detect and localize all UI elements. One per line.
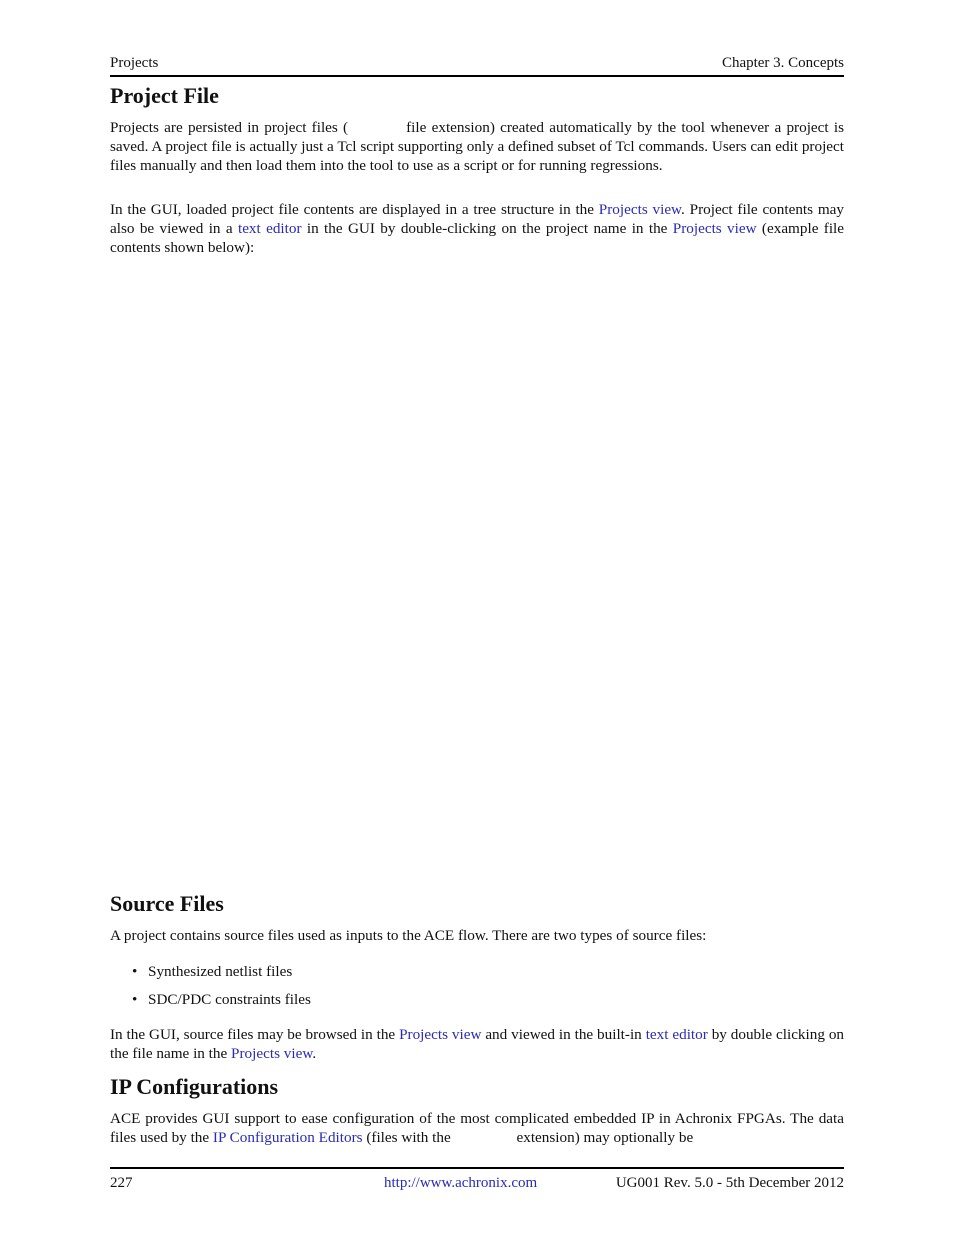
running-header xyxy=(110,55,844,77)
ip-configuration-editors-link[interactable]: IP Configuration Editors xyxy=(212,1129,363,1146)
source-files-paragraph: In the GUI, source files may be browsed in the Projects view and viewed in the built-in text editor by double clicking on the file name in the Projects view. xyxy=(110,1026,845,1062)
source-files-intro: A project contains source files used as inputs to the ACE flow. There are two types of source files: xyxy=(110,927,707,944)
projects-view-link[interactable]: Projects view xyxy=(598,201,682,218)
list-item: • SDC/PDC constraints files xyxy=(130,990,311,1018)
heading-source-files: Source Files xyxy=(110,891,224,916)
list-item: • Synthesized netlist files xyxy=(130,962,311,990)
header-chapter: Chapter 3. Concepts xyxy=(721,55,844,71)
text-editor-link[interactable]: text editor xyxy=(237,220,302,237)
running-footer xyxy=(110,1167,844,1191)
website-link[interactable]: http://www.achronix.com xyxy=(384,1175,538,1191)
project-file-paragraph-1: Projects are persisted in project files ( file extension) created automatically by the tool whenever a project is saved. A project file is actually just a Tcl script supporting only a defined subset of Tcl commands. Users can edit project files manually and then load them into the tool to use as a script or for running regressions. xyxy=(110,119,845,174)
ip-configurations-paragraph: ACE provides GUI support to ease configuration of the most complicated embedded IP in Achronix FPGAs. The data files used by the IP Configuration Editors (files with the extension) may optionally be xyxy=(110,1110,844,1146)
heading-ip-configurations: IP Configurations xyxy=(110,1074,279,1099)
text-editor-link[interactable]: text editor xyxy=(645,1026,708,1043)
projects-view-link[interactable]: Projects view xyxy=(231,1045,313,1062)
document-revision: UG001 Rev. 5.0 - 5th December 2012 xyxy=(615,1175,844,1191)
project-file-paragraph-2: In the GUI, loaded project file contents are displayed in a tree structure in the Projects view. Project file contents may also be viewed in a text editor in the GUI by double-clicking on the project name in the Projects view (example file contents shown below): xyxy=(110,201,845,256)
header-section: Projects xyxy=(110,55,159,71)
projects-view-link[interactable]: Projects view xyxy=(399,1026,482,1043)
page-number: 227 xyxy=(110,1175,133,1191)
source-file-types-list xyxy=(130,962,311,1018)
heading-project-file: Project File xyxy=(110,83,219,108)
projects-view-link[interactable]: Projects view xyxy=(672,220,757,237)
